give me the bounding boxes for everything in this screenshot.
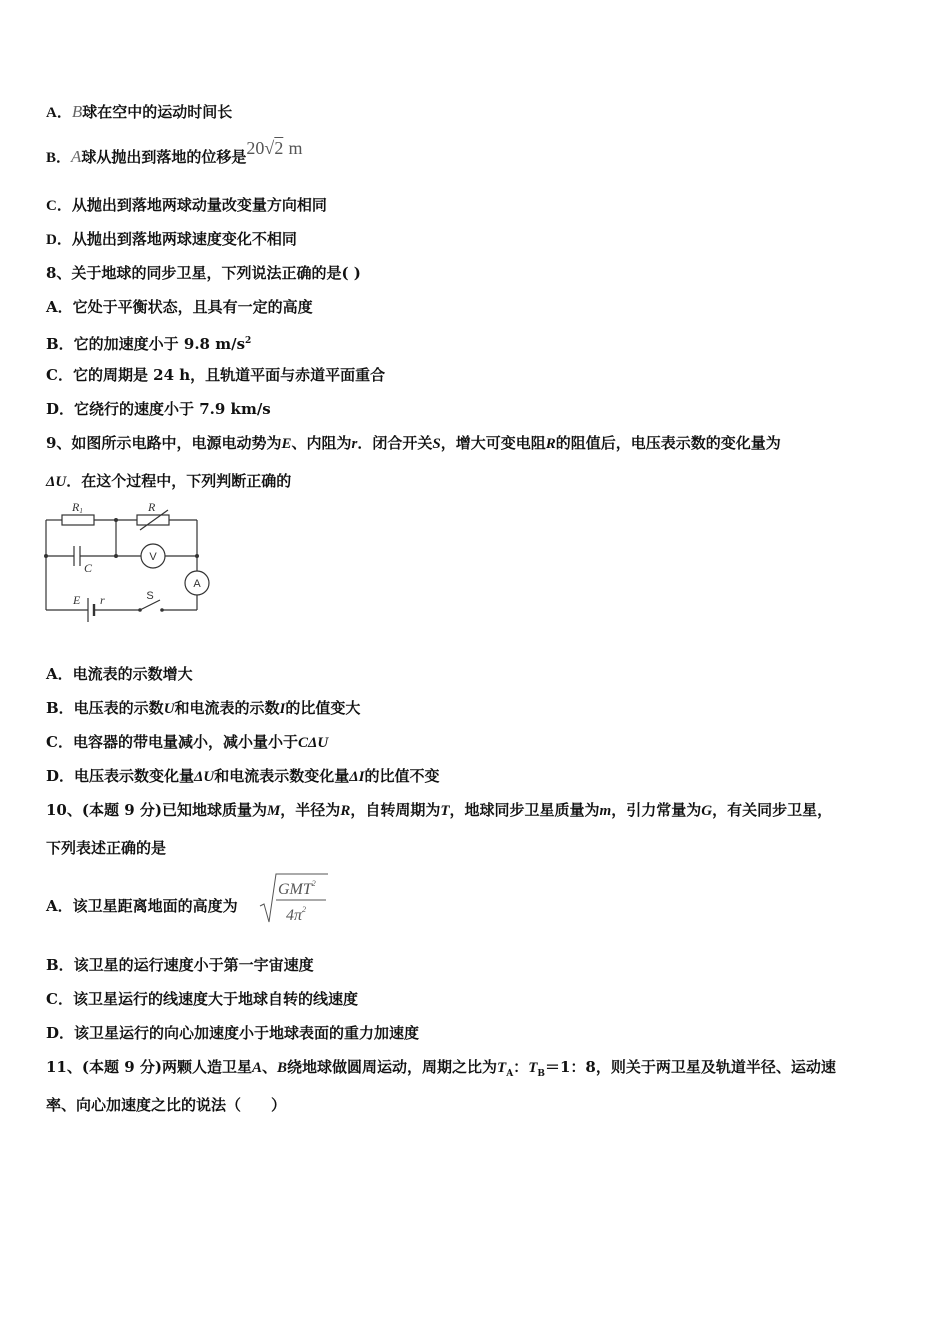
q10-option-b: B．该卫星的运行速度小于第一宇宙速度 [46, 956, 314, 974]
q11-stem-line2: 率、向心加速度之比的说法（ ） [46, 1096, 287, 1114]
q8-stem: 8、关于地球的同步卫星，下列说法正确的是( ) [46, 264, 361, 282]
q11-stem-line1: 11、(本题 9 分)两颗人造卫星A、B绕地球做圆周运动，周期之比为$T_A$：$T_B=1$：8，则关于两卫星及轨道半径、运动速 [46, 1058, 836, 1079]
q7-option-a: A．B球在空中的运动时间长 [46, 102, 233, 121]
svg-text:4π2: $4\pi^2$ [286, 905, 307, 924]
q7-option-d: D．从抛出到落地两球速度变化不相同 [46, 230, 297, 248]
q7-option-b: B．A球从抛出到落地的位移是20√2 m [46, 138, 303, 166]
q7-option-c: C．从抛出到落地两球动量改变量方向相同 [46, 196, 327, 214]
label-r: R [148, 500, 156, 514]
q9-option-b: B．电压表的示数U和电流表的示数I的比值变大 [46, 699, 361, 717]
height-formula [258, 870, 334, 926]
q10-stem-line2: 下列表述正确的是 [46, 839, 167, 857]
q10-stem-line1: 10、(本题 9 分)已知地球质量为M，半径为R，自转周期为T，地球同步卫星质量为m，引力常量为G，有关同步卫星， [46, 801, 833, 819]
svg-text:R1: R1 [72, 500, 83, 515]
q8-option-b: B．它的加速度小于 9.8 $m/s^2$ [46, 335, 252, 353]
q9-option-a: A．电流表的示数增大 [46, 665, 193, 683]
b-displacement-formula: 20√2 m [246, 138, 303, 158]
label-r-internal: r [100, 593, 105, 607]
q9-option-d: D．电压表示数变化量ΔU和电流表示数变化量ΔI的比值不变 [46, 767, 440, 785]
q8-option-a: A．它处于平衡状态，且具有一定的高度 [46, 298, 313, 316]
resistor-r1 [62, 515, 94, 525]
q9-option-c: C．电容器的带电量减小，减小量小于CΔU [46, 733, 329, 751]
circuit-diagram [40, 500, 215, 635]
q8-option-c: C．它的周期是 24 h，且轨道平面与赤道平面重合 [46, 366, 386, 384]
label-r1: R [72, 500, 80, 514]
label-e: E [73, 593, 81, 607]
label-s: S [146, 590, 154, 602]
q9-stem-line1: 9、如图所示电路中，电源电动势为E、内阻为r．闭合开关S，增大可变电阻R的阻值后，电压表示数的变化量为 [46, 434, 781, 452]
q10-option-c: C．该卫星运行的线速度大于地球自转的线速度 [46, 990, 358, 1008]
q10-option-a: A．该卫星距离地面的高度为 [46, 897, 238, 915]
label-a: A [193, 578, 201, 590]
q8-option-d: D．它绕行的速度小于 7.9 km/s [46, 400, 271, 418]
label-c: C [84, 561, 93, 575]
q9-stem-line2: ΔU．在这个过程中，下列判断正确的 [46, 472, 292, 490]
label-v: V [149, 551, 157, 563]
svg-text:GMT2: GMT$^2$ [278, 879, 316, 898]
q10-option-d: D．该卫星运行的向心加速度小于地球表面的重力加速度 [46, 1024, 420, 1042]
